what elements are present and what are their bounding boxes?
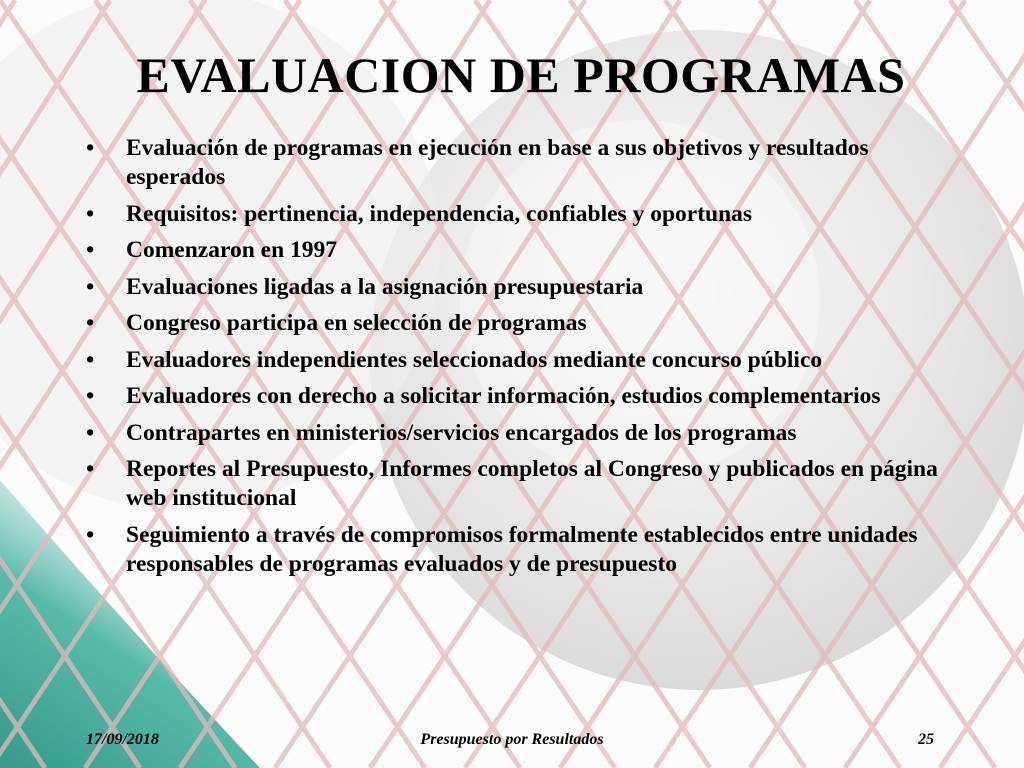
- bullet-marker: •: [86, 346, 95, 373]
- bullet-text: Evaluación de programas en ejecución en base a sus objetivos y resultados esperados: [126, 135, 869, 190]
- bullet-text: Evaluadores con derecho a solicitar información, estudios complementarios: [126, 383, 881, 409]
- bullet-text: Reportes al Presupuesto, Informes completos al Congreso y publicados en página web institucional: [126, 456, 938, 511]
- bullet-marker: •: [86, 419, 95, 446]
- bullet-text: Congreso participa en selección de programas: [126, 310, 587, 336]
- bullet-item: [84, 309, 964, 338]
- bullet-item: [84, 236, 964, 265]
- bullet-marker: •: [86, 383, 95, 409]
- page-number: 25: [918, 731, 934, 748]
- bullet-item: [84, 200, 964, 229]
- bullet-text: Seguimiento a través de compromisos formalmente establecidos entre unidades responsables de programas evaluados y de presupuesto: [126, 521, 918, 577]
- bullet-item: [84, 273, 964, 302]
- bullet-marker: •: [86, 310, 95, 336]
- bullet-item: [84, 382, 964, 411]
- slide-title: EVALUACION DE PROGRAMAS: [136, 47, 906, 103]
- bullet-text: Requisitos: pertinencia, independencia, confiables y oportunas: [126, 200, 753, 227]
- bullet-text: Comenzaron en 1997: [126, 237, 338, 263]
- bullet-text: Evaluaciones ligadas a la asignación presupuestaria: [126, 273, 644, 300]
- bullet-marker: •: [86, 237, 95, 263]
- bullet-marker: •: [86, 200, 95, 227]
- bullet-item: [84, 455, 964, 513]
- bullet-item: [84, 521, 964, 579]
- bullet-marker: •: [86, 273, 95, 300]
- bullet-marker: •: [86, 521, 95, 548]
- bullet-text: Contrapartes en ministerios/servicios encargados de los programas: [126, 419, 797, 446]
- bullet-text: Evaluadores independientes seleccionados mediante concurso público: [126, 346, 823, 373]
- bullet-item: [84, 134, 964, 192]
- bullet-list: [84, 134, 964, 586]
- bullet-marker: •: [86, 135, 95, 161]
- bullet-item: [84, 419, 964, 448]
- footer-title: Presupuesto por Resultados: [420, 731, 604, 748]
- footer-date: 17/09/2018: [86, 731, 159, 748]
- bullet-item: [84, 346, 964, 375]
- bullet-marker: •: [86, 456, 95, 482]
